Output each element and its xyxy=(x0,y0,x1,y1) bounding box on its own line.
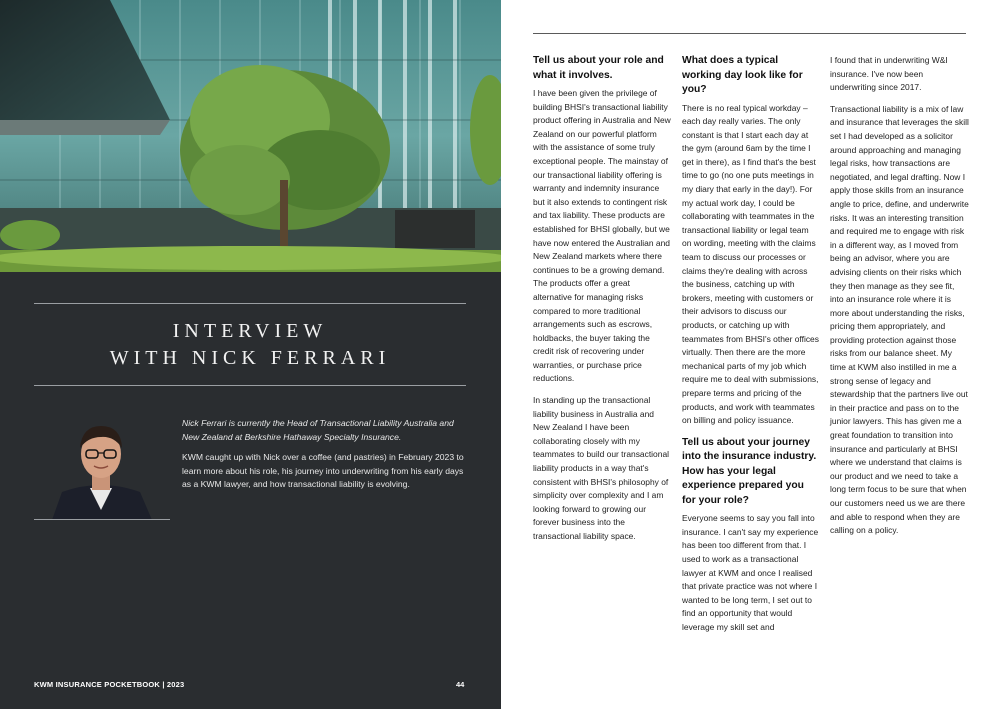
col3-paragraph-1: I found that in underwriting W&I insurance. I've now been underwriting since 2017. xyxy=(830,55,948,93)
q1-paragraph-1: I have been given the privilege of building BHSI's transactional liability product offering in Australia and New Zealand on our powerful platform with the assistance of some truly exceptional people. The mainstay of our transactional liability offering is warranty and indemnity insurance but it also extends to contingent risk and tax liability. These products are established for BHSI globally, but we have now entered the Australian and New Zealand markets where there continues to be a growing demand. The products offer a great alternative for managing risks compared to more traditional arrangements such as escrows, holdbacks, the buyer taking the credit risk of recovering under warranties, or purchase price reductions. xyxy=(533,88,671,384)
q1-heading: Tell us about your role and what it involves. xyxy=(533,55,664,81)
q3-heading: Tell us about your journey into the insurance industry. How has your legal experience prepared you for your role? xyxy=(682,436,817,506)
column-3 xyxy=(830,54,970,538)
building-tree-photo xyxy=(0,0,501,272)
col3-paragraph-2: Transactional liability is a mix of law and insurance that leverages the skill set I had developed as a solicitor around approaching and managing legal risks, how transactions are negotiated, and legal drafting. Now I apply those skills from an insurance angle to price, define, and underwrite risks. It was an interesting transition and required me to engage with risk in a different way, as I moved from being an advisor, where you are advising clients on their risks which they then manage as they see fit, into an insurance role where it is more about understanding the risks, pricing them appropriately, and providing protection against those risks from our balance sheet. My time at KWM also instilled in me a strong sense of legacy and stewardship that the partners live out in their practice and pass on to the junior lawyers. This has given me a great foundation to transition into insurance and particularly at BHSI where we understand that claims is our product and we need to take a long term focus to be sure that when our customers need us we are there and able to respond when they are calling on a policy. xyxy=(830,103,969,536)
bio-body: KWM caught up with Nick over a coffee (and pastries) in February 2023 to learn more about his role, his journey into underwriting from his early days as a KWM lawyer, and how transactional liability is evolving. xyxy=(182,452,464,489)
title-bottom-rule xyxy=(34,385,466,386)
interview-title xyxy=(34,318,466,372)
title-top-rule xyxy=(34,303,466,304)
bio xyxy=(182,417,472,492)
title-line-2: WITH NICK FERRARI xyxy=(109,347,391,369)
q3-paragraph-1: Everyone seems to say you fall into insurance. I can't say my experience has been too different from that. I used to work as a transactional lawyer at KWM and once I realised that private practice was not where I wanted to be long term, I set out to find an opportunity that would leverage my skill set and xyxy=(682,513,819,632)
q2-paragraph-1: There is no real typical workday – each day really varies. The only constant is that I start each day at the gym (around 6am by the time I get in there), as I find that's the best time to go (no one puts meetings in my diary that early in the day!). For my actual work day, I could be collaborating with teammates in the transactional liability or legal team on wording, meeting with the claims team to discuss our processes or claims they're dealing with across the business, catching up with brokers, meeting with customers or their advisors to discuss our products, or catching up with teammates from BHSI's other offices virtually. Then there are the more mechanical parts of my job which require me to deal with submissions, prepare terms and pricing of the products, and work with teammates on billing and policy issuance. xyxy=(682,102,819,426)
bio-intro: Nick Ferrari is currently the Head of Transactional Liability Australia and New Zealand at Berkshire Hathaway Specialty Insurance. xyxy=(182,418,454,442)
column-2 xyxy=(682,54,820,635)
right-top-rule xyxy=(533,33,966,34)
portrait-photo xyxy=(34,410,168,520)
title-line-1: INTERVIEW xyxy=(172,320,328,342)
footer-label: KWM INSURANCE POCKETBOOK | 2023 xyxy=(34,680,185,689)
portrait-rule xyxy=(34,519,170,520)
column-1 xyxy=(533,54,671,544)
q1-paragraph-2: In standing up the transactional liability business in Australia and New Zealand I have been collaborating closely with my teammates to build our transactional liability products in a way that's consistent with BHSI's philosophy of simplicity over complexity and I am looking forward to growing our forever business into the transactional liability space. xyxy=(533,395,670,541)
page-number: 44 xyxy=(456,680,465,689)
q2-heading: What does a typical working day look like for you? xyxy=(682,55,803,95)
